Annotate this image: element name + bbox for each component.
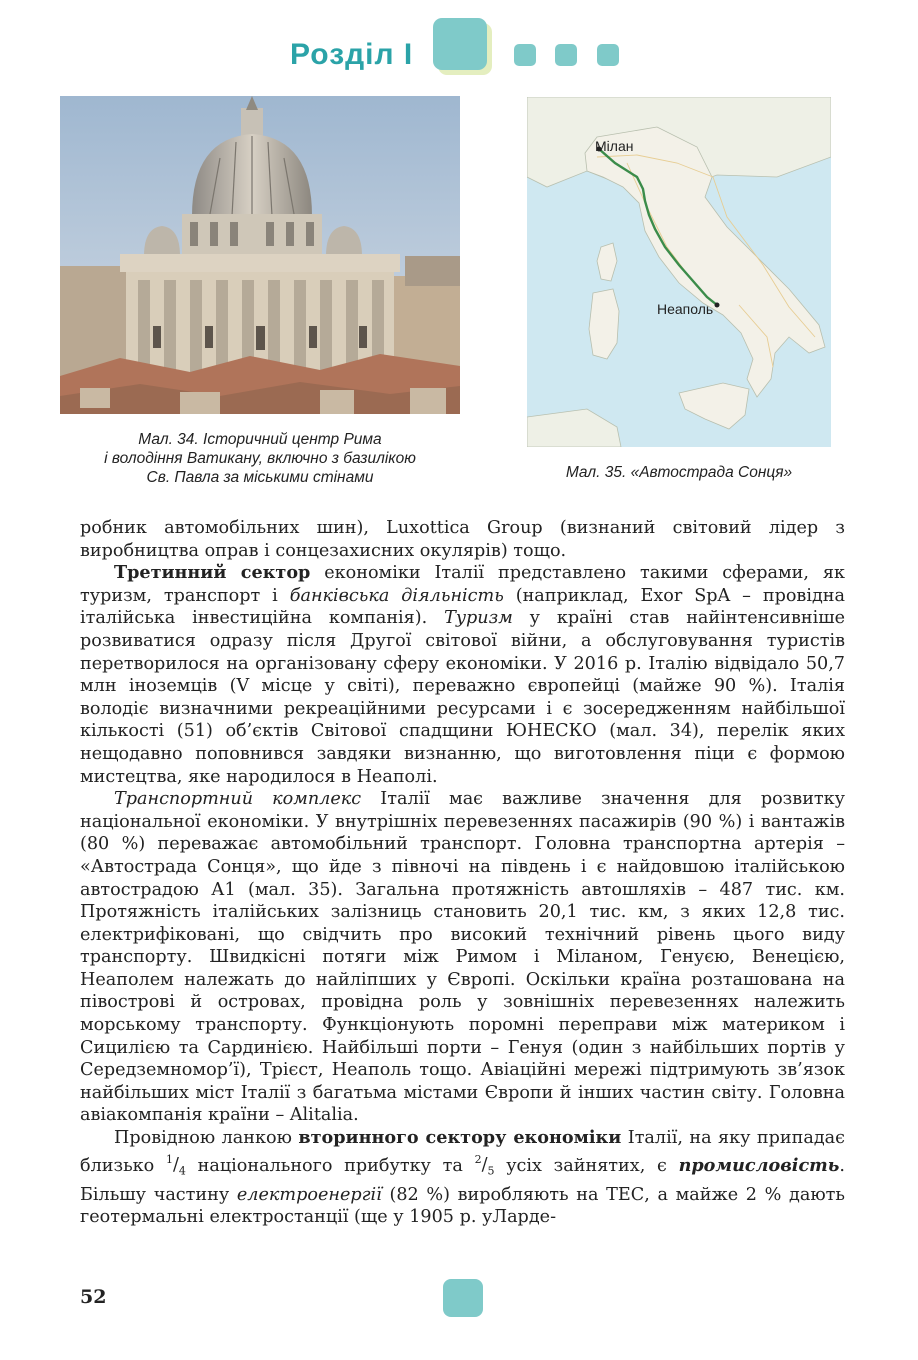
fraction: $^1/_4$: [165, 1153, 186, 1178]
text-run: національного прибутку та: [185, 1155, 475, 1176]
text-run: (наприклад, Exor SpA – провідна італійська інвестиційна компанія).: [80, 585, 846, 629]
decorative-tile: [514, 44, 536, 66]
italic-term: Транспортний комплекс: [114, 789, 362, 810]
text-run: Провідною ланкою: [114, 1128, 299, 1149]
fraction-denominator: 5: [487, 1165, 495, 1178]
bold-term: Третинний сектор: [114, 562, 311, 584]
paragraph: робник автомобільних шин), Luxottica Group (визнаний світовий лідер з виробництва оправ і сонцезахисних окулярів) тощо.: [80, 518, 845, 561]
text-run: (82 %) виробляють на ТЕС, а майже 2 % дають геотермальні електростанції (ще у 1905 р. уЛарде-: [80, 1184, 845, 1228]
paragraph: [80, 788, 845, 1127]
paragraph: [80, 1127, 845, 1229]
paragraph: [80, 562, 845, 788]
fraction: $^2/_5$: [474, 1153, 495, 1178]
text-run: економіки Італії представлено такими сферами, як туризм, транспорт і: [80, 563, 845, 606]
decorative-tile-large: [433, 18, 487, 70]
caption-line: Св. Павла за міськими стінами: [146, 469, 374, 486]
bold-term: вторинного сектору економіки: [298, 1127, 622, 1149]
decorative-tile: [555, 44, 577, 66]
text-run: усіх зайнятих, є: [494, 1155, 679, 1176]
text-run: Італії, на яку припадає близько: [80, 1128, 846, 1176]
caption-line: Мал. 34. Історичний центр Рима: [138, 431, 382, 448]
figure-35-caption: Мал. 35. «Автострада Сонця»: [565, 464, 793, 481]
caption-line: і володіння Ватикану, включно з базилікою: [104, 450, 416, 467]
figure-35-map: [527, 97, 831, 447]
fraction-numerator: 1: [165, 1153, 173, 1167]
italic-term: Туризм: [444, 608, 513, 629]
fraction-denominator: 4: [178, 1165, 186, 1178]
text-run: Італії має важливе значення для розвитку національної економіки. У внутрішніх перевезеннях пасажирів (90 %) і вантажів (80 %) переважає автомобільний транспорт. Головна транспортна артерія – «Автострада Сонця», що йде з півночі на південь і є найдовшою італійською автострадою А1 (мал. 35). Загальна протяжність автошляхів – 487 тис. км. Протяжність італійських залізниць становить 20,1 тис. км, з яких 12,8 тис. електрифіковані, що свідчить про високий технічний рівень цього виду транспорту. Швидкісні потяги між Римом і Міланом, Генуєю, Венецією, Неаполем належать до найліпших у Європі. Оскільки країна розташована на півострові й островах, провідна роль у зовнішніх перевезеннях належить морському транспорту. Функціонують поромні переправи між материком і Сицилією та Сардинією. Найбільші порти – Генуя (один з найбільших портів у Середземномор’ї), Трієст, Неаполь тощо. Авіаційні мережі підтримують зв’язок найбільших міст Італії з багатьма містами Європи й інших частин світу. Головна авіакомпанія країни – Alitalia.: [80, 789, 845, 1126]
figure-34-photo: [60, 96, 460, 414]
figure-34-caption: [60, 430, 460, 487]
bold-italic-term: промисловість: [678, 1154, 840, 1176]
body-text: [80, 517, 845, 1229]
italic-term: банківська діяльність: [289, 585, 504, 606]
chapter-title: Розділ І: [290, 38, 414, 71]
decorative-tile: [597, 44, 619, 66]
text-run: . Більшу частину: [80, 1155, 845, 1205]
decorative-tile-bottom: [443, 1279, 483, 1317]
page-number: 52: [80, 1286, 107, 1308]
map-label-milan: Мілан: [595, 138, 634, 154]
text-run: у країні став найінтенсивніше розвиватися одразу після Другої світової війни, а обслуговування туристів перетворилося на організовану сферу економіки. У 2016 р. Італію відвідало 50,7 млн іноземців (V місце у світі), переважно європейці (майже 90 %). Італія володіє визначними рекреаційними ресурсами і є зосередженням найбільшої кількості (51) об’єктів Світової спадщини ЮНЕСКО (мал. 34), перелік яких нещодавно поповнився завдяки визнанню, що виготовлення піци є формою мистецтва, яке народилося в Неаполі.: [80, 608, 845, 787]
map-label-naples: Неаполь: [657, 301, 714, 317]
fraction-numerator: 2: [474, 1153, 482, 1167]
italic-term: електроенергії: [236, 1184, 382, 1205]
